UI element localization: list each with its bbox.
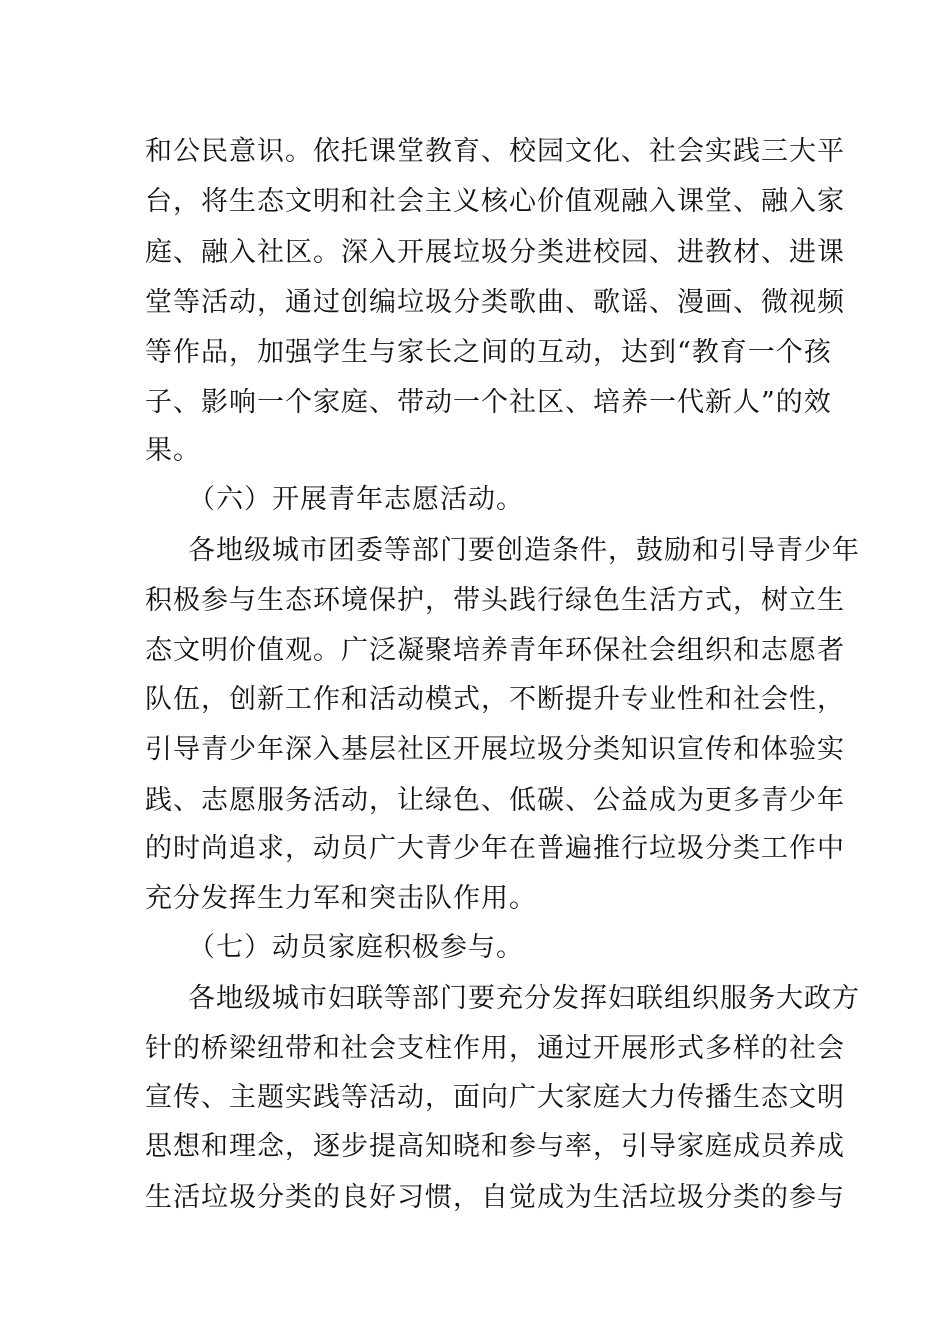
paragraph-2-line-4: 队伍，创新工作和活动模式，不断提升专业性和社会性，	[145, 684, 845, 715]
section-heading-7: （七）动员家庭积极参与。	[188, 932, 524, 963]
section-heading-6: （六）开展青年志愿活动。	[188, 484, 524, 515]
paragraph-2-line-7: 的时尚追求，动员广大青少年在普遍推行垃圾分类工作中	[145, 833, 845, 864]
paragraph-2-line-3: 态文明价值观。广泛凝聚培养青年环保社会组织和志愿者	[145, 635, 845, 666]
paragraph-3-line-1: 各地级城市妇联等部门要充分发挥妇联组织服务大政方	[188, 983, 860, 1014]
paragraph-3-line-5: 生活垃圾分类的良好习惯，自觉成为生活垃圾分类的参与	[145, 1182, 845, 1213]
paragraph-2-line-6: 践、志愿服务活动，让绿色、低碳、公益成为更多青少年	[145, 785, 845, 816]
paragraph-1-line-6: 子、影响一个家庭、带动一个社区、培养一代新人”的效	[145, 387, 832, 418]
paragraph-1-line-2: 台，将生态文明和社会主义核心价值观融入课堂、融入家	[145, 186, 845, 217]
paragraph-1-line-1: 和公民意识。依托课堂教育、校园文化、社会实践三大平	[145, 136, 845, 167]
paragraph-3-line-3: 宣传、主题实践等活动，面向广大家庭大力传播生态文明	[145, 1082, 845, 1113]
paragraph-1-line-5: 等作品，加强学生与家长之间的互动，达到“教育一个孩	[145, 337, 832, 368]
paragraph-3-line-4: 思想和理念，逐步提高知晓和参与率，引导家庭成员养成	[145, 1131, 845, 1162]
paragraph-3-line-2: 针的桥梁纽带和社会支柱作用，通过开展形式多样的社会	[145, 1033, 845, 1064]
paragraph-2-line-2: 积极参与生态环境保护，带头践行绿色生活方式，树立生	[145, 585, 845, 616]
paragraph-2-line-1: 各地级城市团委等部门要创造条件，鼓励和引导青少年	[188, 535, 860, 566]
paragraph-1-line-4: 堂等活动，通过创编垃圾分类歌曲、歌谣、漫画、微视频	[145, 287, 845, 318]
paragraph-2-line-5: 引导青少年深入基层社区开展垃圾分类知识宣传和体验实	[145, 734, 845, 765]
paragraph-1-line-3: 庭、融入社区。深入开展垃圾分类进校园、进教材、进课	[145, 237, 845, 268]
paragraph-2-line-8: 充分发挥生力军和突击队作用。	[145, 883, 537, 914]
paragraph-1-line-7: 果。	[145, 435, 201, 466]
